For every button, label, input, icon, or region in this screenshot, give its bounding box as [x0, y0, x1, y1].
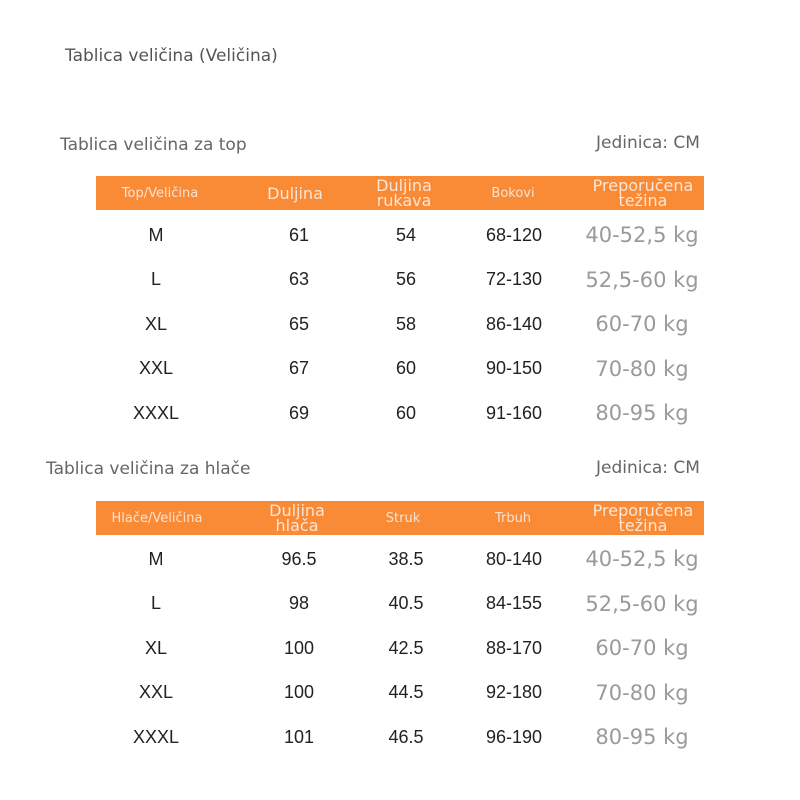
measure-cell: 84-155 [485, 593, 543, 613]
header-cell: Hlače/Veličina [111, 510, 203, 526]
measure-cell: 101 [283, 726, 315, 747]
table-row [0, 717, 800, 757]
table-row [0, 673, 800, 713]
size-cell: XL [144, 313, 168, 334]
table-row [0, 628, 800, 668]
header-line: Duljina rukava [376, 176, 432, 210]
table-row [0, 539, 800, 579]
table-row [0, 393, 800, 433]
measure-cell: 60 [395, 402, 417, 423]
header-cell: Bokovi [491, 185, 535, 201]
header-cell: Struk [385, 510, 421, 526]
measure-cell: 40.5 [388, 593, 424, 613]
weight-cell: 52,5-60 kg [585, 267, 699, 292]
measure-cell: 88-170 [485, 637, 543, 658]
size-cell: L [150, 593, 162, 613]
measure-cell: 54 [395, 224, 417, 245]
weight-cell: 40-52,5 kg [585, 547, 699, 571]
measure-cell: 86-140 [485, 313, 543, 334]
measure-cell: 65 [288, 313, 310, 334]
measure-cell: 96.5 [281, 548, 317, 569]
size-cell: L [150, 269, 162, 289]
measure-cell: 72-130 [485, 269, 543, 289]
weight-cell: 60-70 kg [595, 636, 689, 660]
top-table-unit: Jedinica: CM [596, 133, 700, 153]
measure-cell: 69 [288, 402, 310, 423]
size-cell: XXXL [132, 726, 180, 747]
measure-cell: 80-140 [485, 548, 543, 569]
page-title: Tablica veličina (Veličina) [65, 46, 278, 66]
measure-cell: 90-150 [485, 358, 543, 378]
size-cell: XXXL [132, 402, 180, 423]
measure-cell: 60 [395, 358, 417, 378]
table-row [0, 584, 800, 624]
weight-cell: 40-52,5 kg [585, 223, 699, 247]
weight-cell: 80-95 kg [595, 401, 689, 425]
measure-cell: 44.5 [388, 682, 424, 702]
weight-cell: 52,5-60 kg [585, 591, 699, 616]
measure-cell: 67 [288, 358, 310, 378]
header-cell: Trbuh [494, 510, 532, 526]
measure-cell: 61 [288, 224, 310, 245]
top-table-header [96, 176, 704, 210]
header-cell-two-line-weight [593, 176, 694, 210]
measure-cell: 38.5 [388, 548, 424, 569]
header-line: Duljina hlača [269, 501, 325, 535]
measure-cell: 42.5 [388, 637, 424, 658]
table-row [0, 349, 800, 389]
measure-cell: 98 [288, 593, 310, 613]
table-row [0, 304, 800, 344]
size-cell: XXL [138, 358, 174, 378]
measure-cell: 92-180 [485, 682, 543, 702]
pants-table-header [96, 501, 704, 535]
weight-cell: 70-80 kg [595, 356, 689, 381]
measure-cell: 100 [283, 637, 315, 658]
measure-cell: 96-190 [485, 726, 543, 747]
header-cell-two-line-weight [593, 501, 694, 535]
measure-cell: 91-160 [485, 402, 543, 423]
pants-table-title: Tablica veličina za hlače [46, 459, 251, 479]
weight-cell: 60-70 kg [595, 312, 689, 336]
header-cell: Duljina [267, 183, 323, 203]
header-cell-two-line [269, 501, 325, 535]
header-cell-two-line [376, 176, 432, 210]
top-table-title: Tablica veličina za top [60, 135, 247, 155]
measure-cell: 46.5 [388, 726, 424, 747]
header-cell: Top/Veličina [121, 185, 199, 201]
header-line: Preporučena težina [592, 176, 694, 210]
size-cell: XXL [138, 682, 174, 702]
pants-table-unit: Jedinica: CM [596, 458, 700, 478]
measure-cell: 100 [283, 682, 315, 702]
measure-cell: 58 [395, 313, 417, 334]
weight-cell: 80-95 kg [595, 725, 689, 749]
weight-cell: 70-80 kg [595, 680, 689, 705]
header-line: Preporučena težina [592, 501, 694, 535]
measure-cell: 68-120 [485, 224, 543, 245]
size-cell: XL [144, 637, 168, 658]
size-cell: M [148, 224, 164, 245]
table-row [0, 215, 800, 255]
table-row [0, 260, 800, 300]
size-cell: M [148, 548, 164, 569]
measure-cell: 63 [288, 269, 310, 289]
measure-cell: 56 [395, 269, 417, 289]
